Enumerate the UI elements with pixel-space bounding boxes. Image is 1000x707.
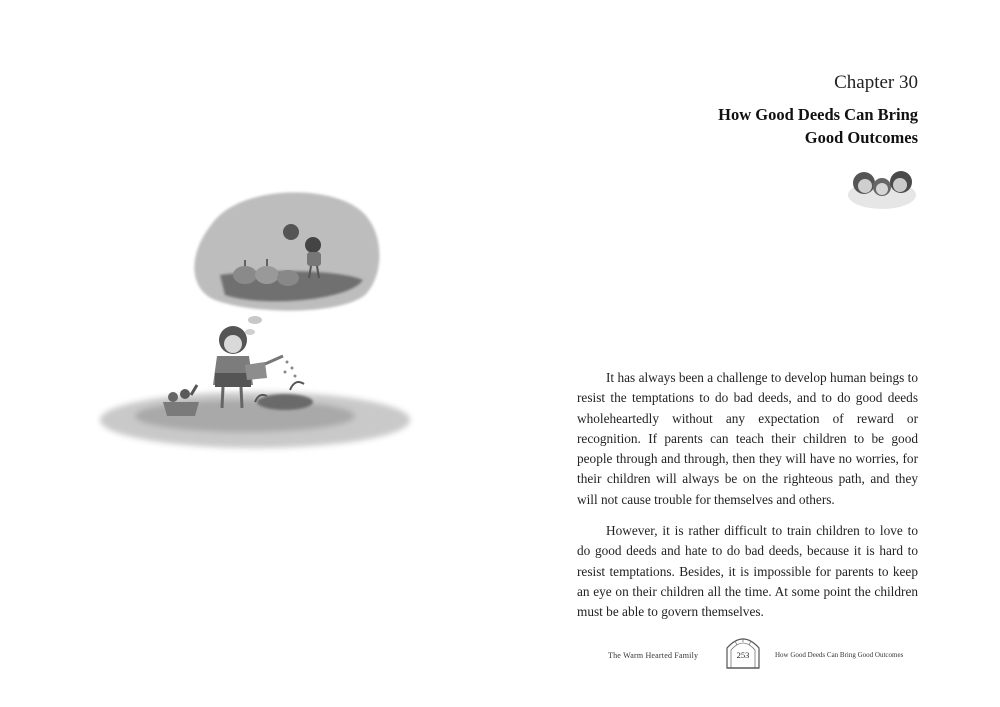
footer-chapter-title: How Good Deeds Can Bring Good Outcomes — [775, 651, 904, 659]
chapter-number: Chapter 30 — [834, 72, 918, 93]
chapter-title-line2: Good Outcomes — [804, 128, 918, 147]
page-number: 253 — [736, 650, 750, 660]
chapter-title-line1: How Good Deeds Can Bring — [718, 105, 918, 124]
chapter-body — [577, 368, 918, 634]
body-paragraph-2: However, it is rather difficult to train children to love to do good deeds and hate to do bad deeds, because it is hard to resist temptations. Besides, it is impossible for parents to keep an eye on their children all the time. At some point the children must be able to govern themselves. — [577, 523, 918, 620]
footer-book-title: The Warm Hearted Family — [608, 651, 699, 660]
body-paragraph-1: It has always been a challenge to develop human beings to resist the temptations to do bad deeds, and to do good deeds wholeheartedly without any expectation of reward or recognition. If parents can teach their children to be good people through and through, then they will have no worries, for their children will always be on the righteous path, and they will not cause trouble for themselves and others. — [577, 370, 918, 507]
watering-girl-illustration — [95, 180, 425, 470]
family-faces-icon — [846, 157, 918, 213]
chapter-title — [718, 103, 918, 149]
